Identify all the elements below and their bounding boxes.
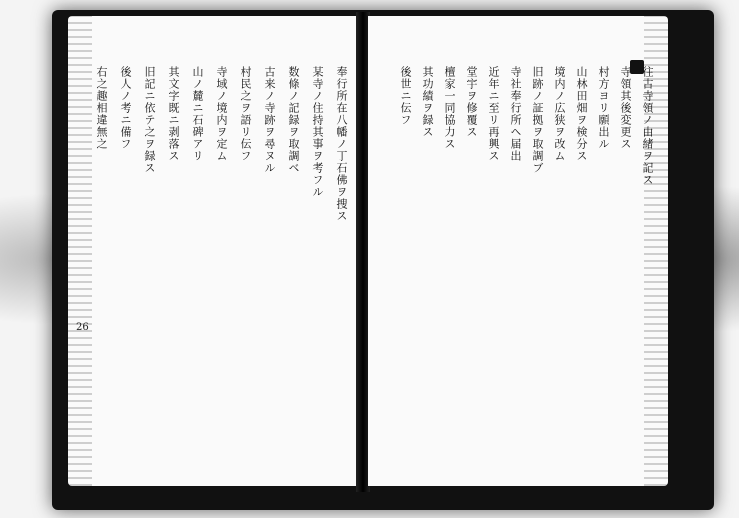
right-page — [368, 16, 668, 486]
text-column: 古来ノ寺跡ヲ尋ヌル — [263, 66, 276, 174]
text-column: 境内ノ広狭ヲ改ム — [553, 66, 566, 162]
text-column: 寺社奉行所ヘ届出 — [509, 66, 522, 162]
text-column: 後人ノ考ニ備フ — [119, 66, 132, 150]
text-column: 堂宇ヲ修覆ス — [465, 66, 478, 138]
text-column: 山ノ麓ニ石碑アリ — [191, 66, 204, 162]
text-column: 寺域ノ境内ヲ定ム — [215, 66, 228, 162]
text-column: 山林田畑ヲ検分ス — [575, 66, 588, 162]
text-column: 奉行所在八幡ノ丁石佛ヲ捜ス — [335, 66, 348, 222]
page-edge-speckle — [68, 16, 92, 486]
left-page — [68, 16, 358, 486]
text-column: 旧記ニ依テ之ヲ録ス — [143, 66, 156, 174]
text-column: 村民之ヲ語リ伝フ — [239, 66, 252, 162]
text-column: 某寺ノ住持其事ヲ考フル — [311, 66, 324, 198]
text-column: 右之趣相違無之 — [95, 66, 108, 150]
text-column: 後世ニ伝フ — [399, 66, 412, 126]
text-column: 往古寺領ノ由緒ヲ記ス — [641, 66, 654, 186]
text-column: 数條ノ記録ヲ取調ベ — [287, 66, 300, 174]
text-column: 旧跡ノ証拠ヲ取調ブ — [531, 66, 544, 174]
text-column: 村方ヨリ願出ル — [597, 66, 610, 150]
page-number: 26 — [76, 322, 89, 333]
text-column: 近年ニ至リ再興ス — [487, 66, 500, 162]
text-column: 寺領其後変更ス — [619, 66, 632, 150]
text-column: 其功績ヲ録ス — [421, 66, 434, 138]
text-column: 檀家一同協力ス — [443, 66, 456, 150]
text-column: 其文字既ニ剥落ス — [167, 66, 180, 162]
